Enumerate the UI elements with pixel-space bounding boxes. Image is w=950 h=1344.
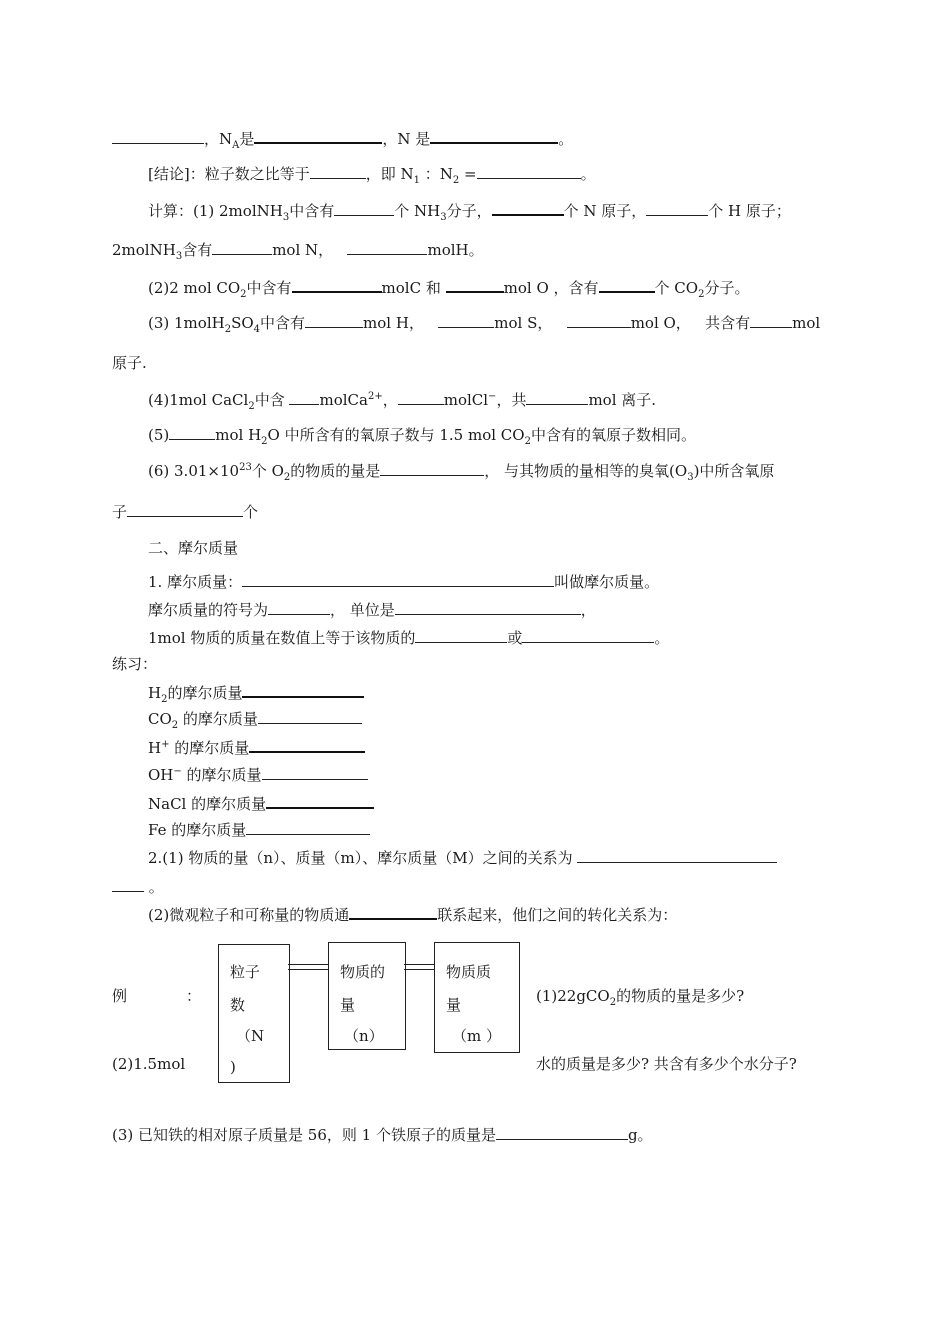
line-calc-1b [112,240,484,260]
example-2-start [112,1054,185,1074]
text: mol S， [494,314,553,332]
text: 中含有 [246,279,292,297]
blank[interactable] [347,240,427,255]
text: 个 O [251,462,284,480]
blank[interactable] [212,240,272,255]
text: 是 [239,130,255,148]
practice-item-fe [148,820,370,840]
text: 含有 [182,241,213,259]
text: 3 [175,251,183,262]
blank[interactable] [398,390,444,405]
text: 2 [261,436,268,447]
diagram-box-particles-line4: ) [230,1058,236,1076]
line-1 [112,128,573,149]
blank[interactable] [446,277,504,293]
text: (2)微观粒子和可称量的物质通 [148,906,350,924]
blank[interactable] [349,904,437,920]
text: 例 [112,987,128,1005]
practice-item-co2 [148,709,362,729]
blank[interactable] [127,502,243,517]
text: 23 [239,462,252,473]
text: 原子. [112,354,147,372]
text: 个 NH [394,202,441,220]
line-conversion [148,904,677,925]
text: mol H， [363,314,424,332]
blank[interactable] [646,201,708,216]
text: (1)22gCO [536,987,610,1005]
text: − [488,391,497,402]
text: ， 与其物质的量相等的臭氧(O [484,462,688,480]
text: 中含有 [260,314,306,332]
blank[interactable] [305,313,363,328]
text: 个 H 原子； [708,202,791,220]
text: 的摩尔质量 [169,739,250,757]
practice-item-nacl [148,793,374,814]
text: 中含 [254,391,290,409]
text: OH [148,766,174,784]
blank[interactable] [112,129,204,144]
line-calc-5 [148,425,696,445]
text: 。 [144,878,164,896]
diagram-box-amount-line1: 物质的 [340,963,386,981]
text: 2 [161,694,168,705]
text: 2 [248,401,255,412]
text: ，即 N [365,165,414,183]
blank[interactable] [492,200,564,216]
blank[interactable] [380,461,484,476]
text: − [173,766,182,777]
text: (2)2 mol CO [148,279,241,297]
example-3 [112,1125,653,1145]
example-colon [186,986,201,1006]
text: A [232,140,240,151]
line-calc-3b [112,353,147,373]
blank[interactable] [310,164,366,179]
diagram-connector-1b [288,969,328,970]
line-conclusion [148,164,596,184]
blank[interactable] [334,201,394,216]
diagram-box-particles-line1: 粒子 [230,963,261,981]
text: mol N， [272,241,334,259]
practice-item-h-plus [148,737,365,758]
blank[interactable] [266,793,374,809]
text: 2molNH [112,241,176,259]
text: 2 [224,324,232,335]
text: mol O， [630,314,691,332]
diagram-box-amount-line2: 量 [340,996,356,1014]
blank[interactable] [395,600,581,615]
text: 2 [283,472,291,483]
text: Fe 的摩尔质量 [148,821,247,839]
diagram-box-particles-line3: （N [236,1027,265,1045]
blank[interactable] [289,390,319,405]
text: ， [382,391,398,409]
blank[interactable] [242,572,554,587]
text: 联系起来，他们之间的转化关系为： [437,906,678,924]
text: 中含有 [289,202,335,220]
example-label [112,986,127,1006]
example-1 [536,986,744,1006]
text: molH。 [427,241,484,259]
text: 2 [171,720,179,731]
text: 共含有 [705,314,751,332]
text: 2 [452,175,460,186]
blank[interactable] [599,277,655,293]
text: 练习： [112,655,158,673]
text: 中含有的氧原子数相同。 [530,426,696,444]
text: mol O ，含有 [503,279,599,297]
blank[interactable] [246,820,370,835]
text: 3 [282,212,290,223]
diagram-box-mass-line2: 量 [446,996,462,1014]
text: 的摩尔质量 [181,766,262,784]
blank[interactable] [477,164,581,179]
diagram-box-amount-line3: （n） [344,1027,384,1045]
text: (5) [148,426,170,444]
text: molCa [319,391,368,409]
blank[interactable] [522,628,654,643]
line-molar-def [148,572,659,592]
text: 。 [654,629,670,647]
text: ，N [204,130,233,148]
text: 水的质量是多少? 共含有多少个水分子? [536,1055,797,1073]
text: 3 [440,212,447,223]
text: 2 [609,997,617,1008]
text: H [148,739,162,757]
diagram-box-particles-line2: 数 [230,996,246,1014]
blank[interactable] [249,737,365,753]
blank[interactable] [496,1125,628,1140]
text: mol H [215,426,262,444]
line-calc-4 [148,390,656,410]
line-molar-value [148,628,669,648]
blank[interactable] [567,313,631,328]
line-calc-6 [148,461,774,481]
line-molar-symbol [148,600,596,620]
practice-item-h2 [148,682,364,703]
text: 摩尔质量的符号为 [148,601,269,619]
text: SO [231,314,254,332]
blank[interactable] [430,128,558,144]
blank[interactable] [438,313,494,328]
text: 的摩尔质量 [167,684,243,702]
text: 个 CO [654,279,699,297]
blank[interactable] [262,765,368,780]
text: 的物质的量是多少? [616,987,745,1005]
text: 2.(1) 物质的量（n）、质量（m）、摩尔质量（M）之间的关系为 [148,849,573,867]
text: 的物质的量是 [290,462,381,480]
blank[interactable] [112,877,144,892]
text: 叫做摩尔质量。 [554,573,660,591]
blank[interactable] [750,313,792,328]
text: = [459,165,477,183]
text: (4)1mol CaCl [148,391,249,409]
text: ，N 是 [382,130,431,148]
text: 2 [524,436,531,447]
blank[interactable] [577,848,777,863]
example-2-end [536,1054,797,1074]
text: 1. 摩尔质量： [148,573,243,591]
blank[interactable] [169,425,215,440]
line-calc-1 [148,200,791,221]
text: 4 [253,324,261,335]
blank[interactable] [415,628,507,643]
text: 。 [558,130,574,148]
text: ，共 [496,391,527,409]
diagram-connector-2b [404,969,434,970]
text: 二、摩尔质量 [148,539,239,557]
diagram-connector-1a [288,964,328,965]
text: molC 和 [381,279,441,297]
text: 或 [507,629,523,647]
practice-item-oh-minus [148,765,368,785]
section-heading-molar-mass [148,538,238,558]
practice-heading [112,654,157,674]
text: ， 单位是 [330,601,395,619]
line-calc-2 [148,277,749,298]
text: CO [148,710,172,728]
text: 2 [240,289,247,300]
text: 分子， [446,202,492,220]
text: g。 [627,1126,653,1144]
text: mol [792,314,821,332]
text: 2 [698,289,705,300]
text: ： [186,987,202,1005]
diagram-box-mass-line1: 物质质 [446,963,492,981]
blank[interactable] [268,600,330,615]
text: 2+ [367,391,383,402]
line-calc-3 [148,313,820,333]
text: ：N [420,165,453,183]
text: mol 离子. [588,391,657,409]
diagram-box-mass-line3: （m ） [452,1027,501,1045]
text: 分子。 [704,279,750,297]
line-relationship-cont [112,877,164,897]
text: O 中所含有的氧原子数与 1.5 mol CO [267,426,525,444]
text: (3) 已知铁的相对原子质量是 56，则 1 个铁原子的质量是 [112,1126,496,1144]
blank[interactable] [258,709,362,724]
text: )中所含氧原 [693,462,775,480]
text: 1mol 物质的质量在数值上等于该物质的 [148,629,416,647]
text: (2)1.5mol [112,1055,186,1073]
text: H [148,684,162,702]
blank[interactable] [526,390,588,405]
blank[interactable] [254,128,382,144]
text: 1 [413,175,420,186]
text: molCl [443,391,489,409]
blank[interactable] [292,277,382,293]
text: 的摩尔质量 [178,710,258,728]
diagram-connector-2a [404,964,434,965]
text: 个 [243,503,259,521]
text: [结论]：粒子数之比等于 [148,165,310,183]
text: 子 [112,503,128,521]
text: 个 N 原子， [563,202,647,220]
line-calc-6b [112,502,258,522]
blank[interactable] [242,682,364,698]
text: 计算：(1) 2molNH [148,202,283,220]
line-relationship [148,848,777,868]
text: (6) 3.01×10 [148,462,240,480]
text: NaCl 的摩尔质量 [148,795,267,813]
text: (3) 1molH [148,314,225,332]
text: 。 [580,165,596,183]
text: 3 [687,472,694,483]
text: ， [580,601,596,619]
text: + [161,739,170,750]
